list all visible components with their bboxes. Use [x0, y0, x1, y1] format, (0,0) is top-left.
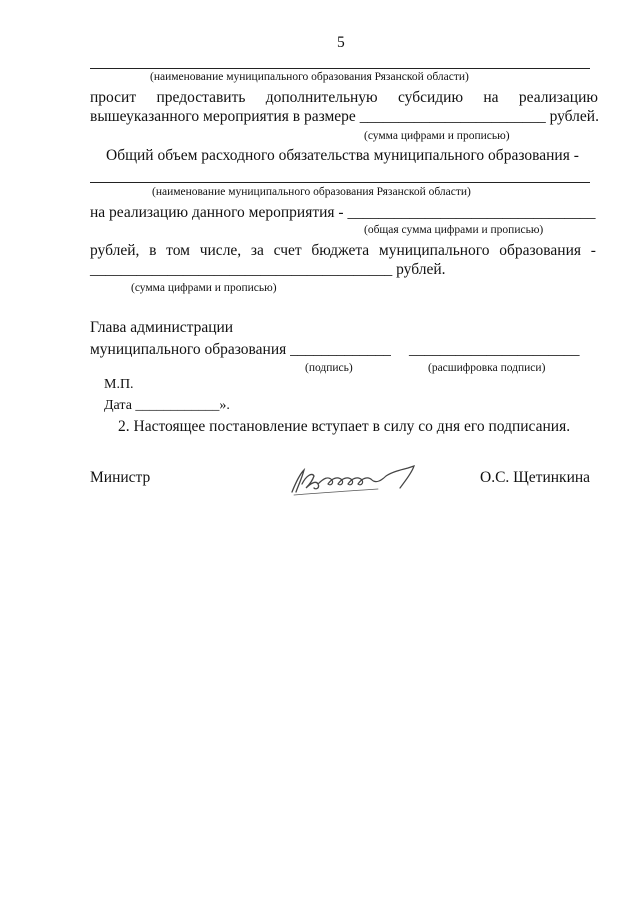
amount-currency: рублей.: [549, 108, 599, 125]
head-title-2: муниципального образования: [90, 341, 287, 358]
caption-signature: (подпись): [305, 362, 353, 374]
implementation-blank: ________________________________: [347, 204, 596, 221]
budget-word: числе,: [199, 242, 242, 259]
caption-total: (общая сумма цифрами и прописью): [364, 224, 544, 236]
implementation-text: на реализацию данного мероприятия -: [90, 204, 344, 221]
budget-word: муниципального: [378, 242, 490, 259]
request-word: просит: [90, 89, 137, 106]
minister-name: О.С. Щетинкина: [480, 469, 591, 486]
budget-currency: рублей.: [396, 261, 446, 278]
handwritten-signature: [288, 462, 426, 498]
page-number: 5: [337, 34, 345, 51]
budget-word: рублей,: [90, 242, 140, 259]
date-end: ».: [219, 398, 230, 413]
budget-word: образования: [499, 242, 582, 259]
implementation-line: [90, 204, 595, 222]
request-word: предоставить: [156, 89, 246, 106]
date-line: [104, 398, 230, 414]
head-sign-blank: _____________: [290, 341, 391, 358]
caption-decode: (расшифровка подписи): [428, 362, 546, 374]
date-blank: ____________: [135, 398, 220, 413]
budget-word: -: [590, 242, 596, 259]
request-word: на: [483, 89, 499, 106]
obligation-text: Общий объем расходного обязательства муниципального образования -: [106, 147, 579, 164]
request-word: реализацию: [518, 89, 598, 106]
budget-word: бюджета: [311, 242, 370, 259]
date-label: Дата: [104, 398, 132, 413]
minister-title: Министр: [90, 469, 151, 486]
budget-word: за: [250, 242, 264, 259]
caption-budget-amount: (сумма цифрами и прописью): [131, 282, 277, 294]
budget-word: счет: [273, 242, 302, 259]
clause-2: [118, 418, 570, 436]
clause-text: Настоящее постановление вступает в силу со дня его подписания.: [133, 418, 571, 435]
amount-line-text: вышеуказанного мероприятия в размере: [90, 108, 356, 125]
budget-amount-line: [90, 261, 446, 279]
amount-blank: ________________________: [359, 108, 546, 125]
stamp-place: М.П.: [104, 377, 134, 392]
municipality-line-2: [90, 182, 590, 183]
clause-number: 2.: [118, 418, 130, 435]
caption-municipality-2: (наименование муниципального образования Рязанской области): [152, 186, 471, 198]
budget-blank: _______________________________________: [90, 261, 393, 278]
budget-word: в: [149, 242, 157, 259]
request-word: дополнительную: [265, 89, 378, 106]
head-title-2-line: [90, 341, 391, 359]
municipality-line-1: [90, 68, 590, 69]
head-decode-blank: ______________________: [409, 341, 580, 358]
caption-municipality-1: (наименование муниципального образования Рязанской области): [150, 71, 469, 83]
head-title-1: Глава администрации: [90, 319, 234, 336]
amount-line: [90, 108, 599, 126]
caption-amount: (сумма цифрами и прописью): [364, 130, 510, 142]
request-word: субсидию: [397, 89, 464, 106]
budget-word: том: [166, 242, 190, 259]
budget-line: [90, 242, 596, 260]
request-line: [90, 89, 598, 107]
